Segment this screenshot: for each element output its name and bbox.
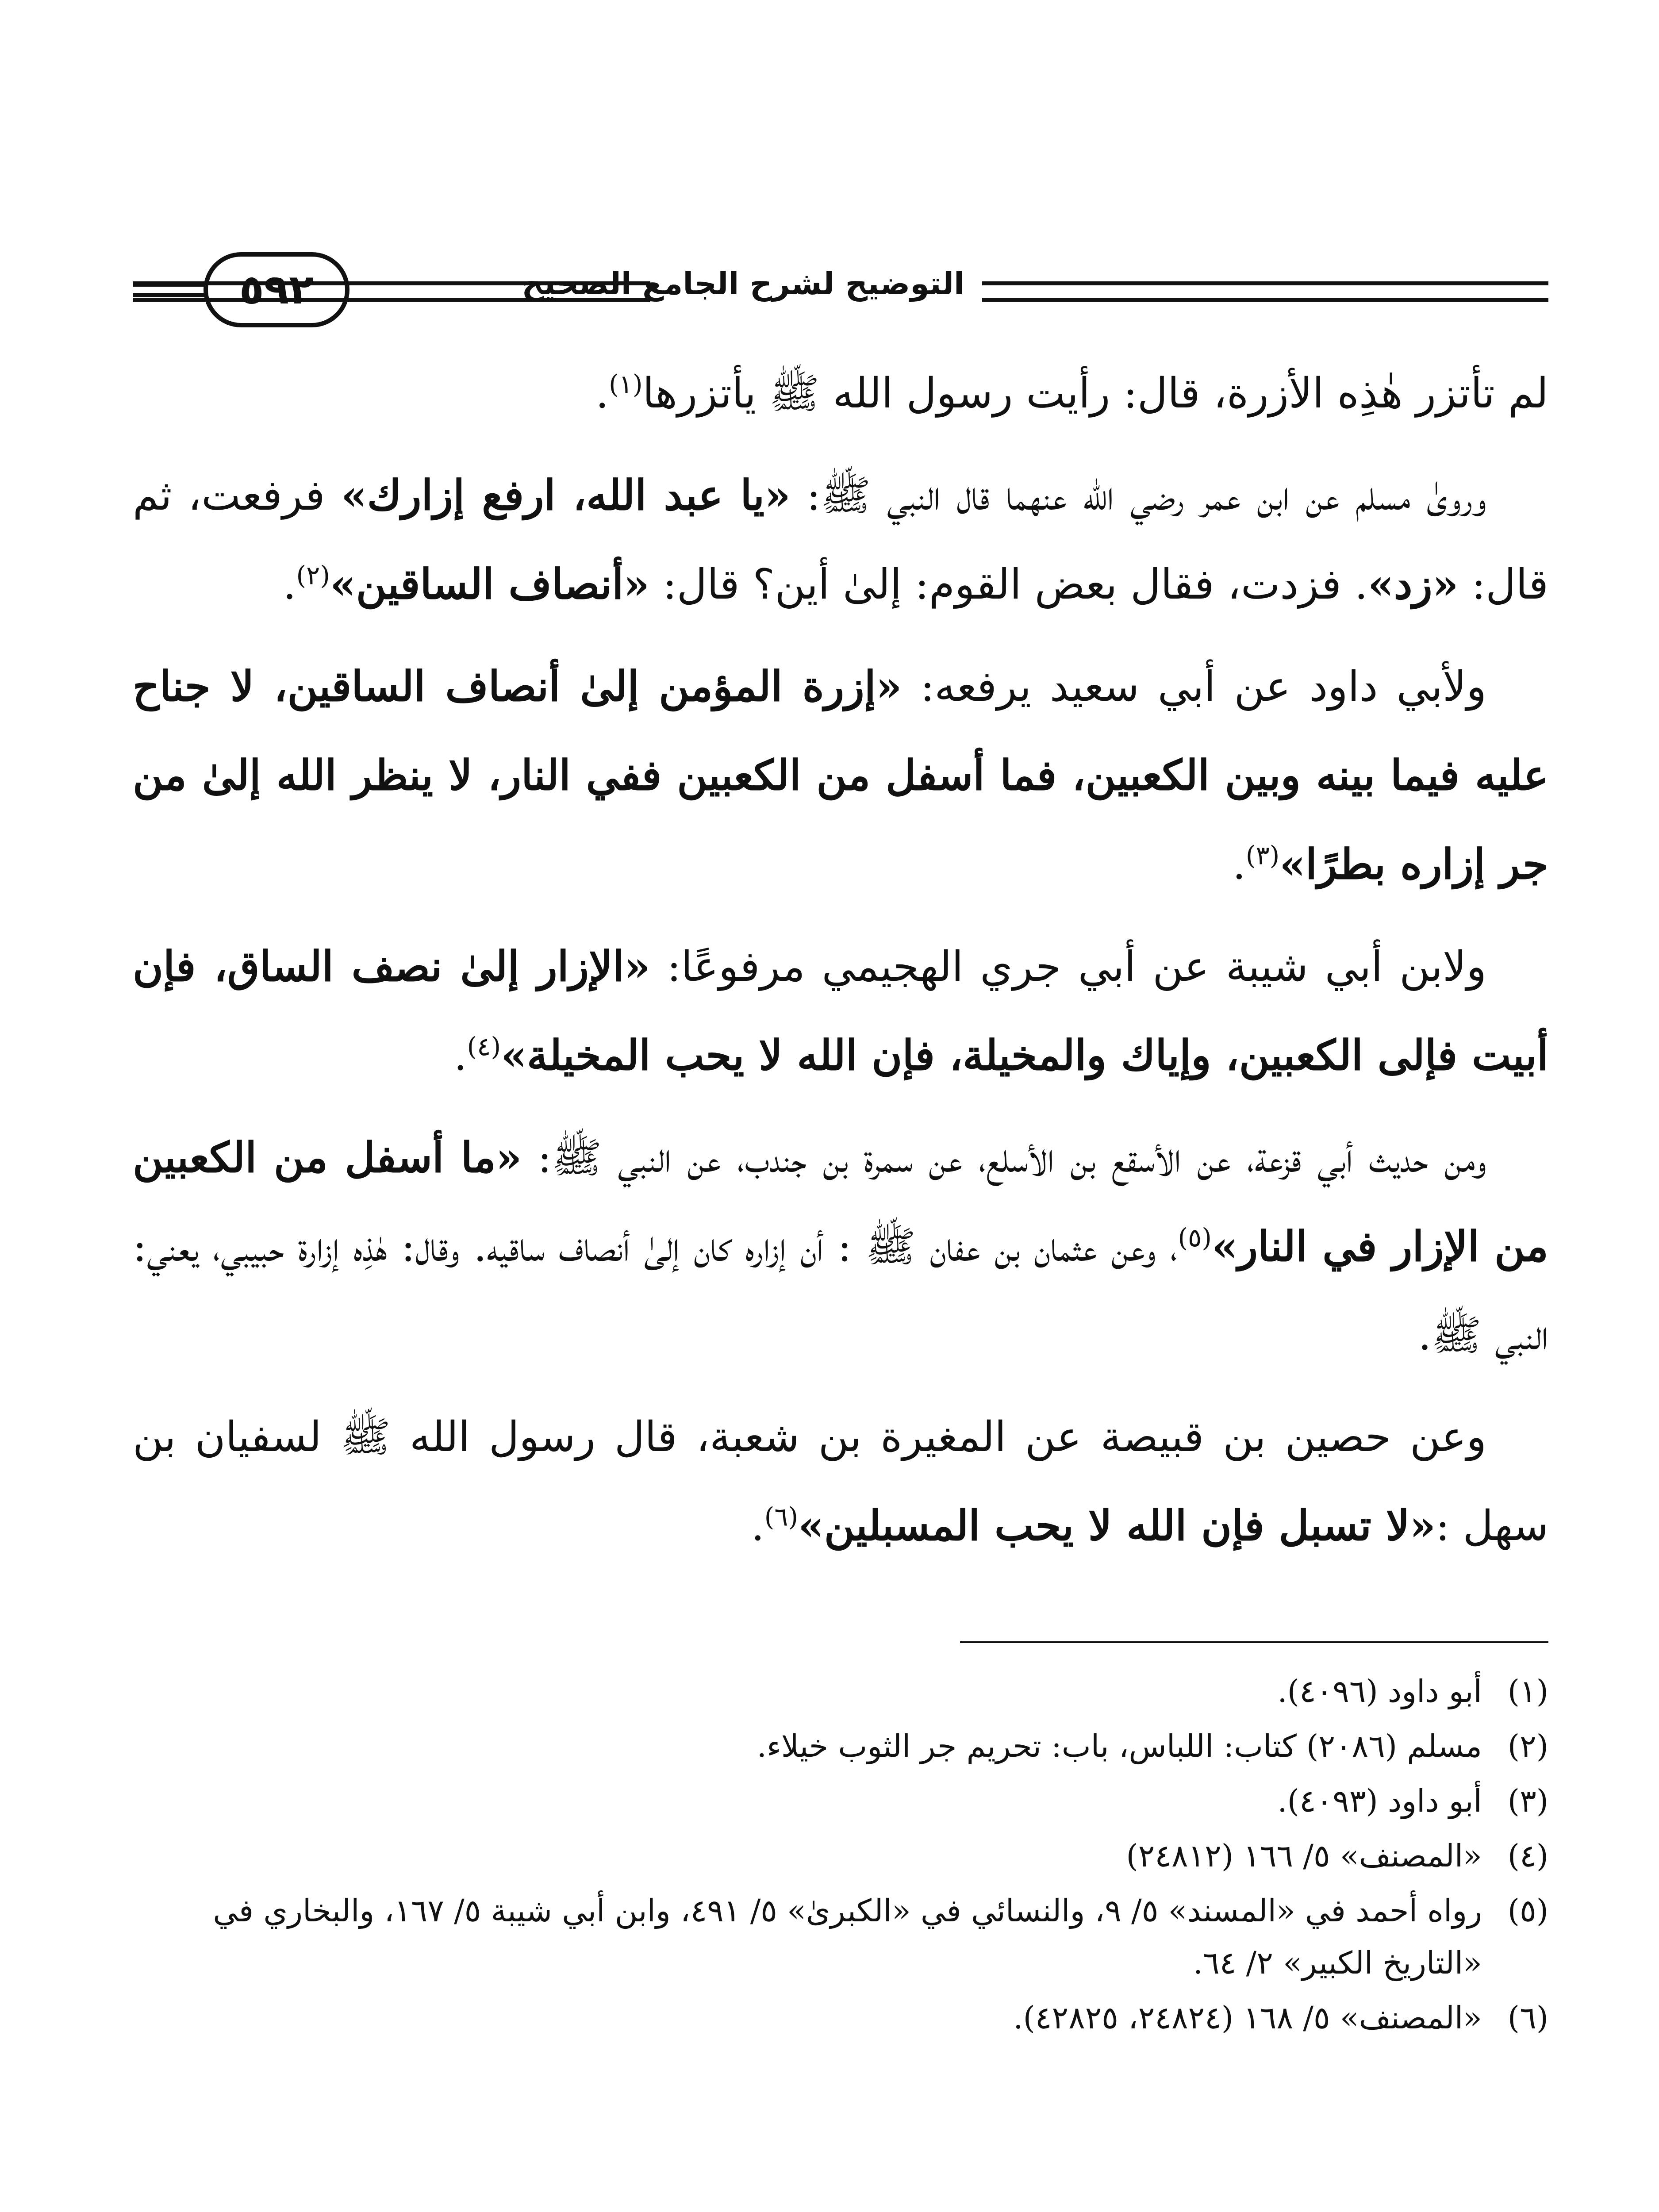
paragraph [133, 451, 1548, 629]
main-text [133, 349, 1548, 1571]
paragraph [133, 349, 1548, 438]
footnote [133, 1830, 1548, 1882]
footnote-ref: (٤) [467, 1031, 501, 1062]
footnote-text: «المصنف» ٥/ ١٦٨ (٢٤٨٢٤، ٤٢٨٢٥). [1013, 2000, 1482, 2036]
footnote-number: (٤) [1507, 1838, 1548, 1874]
hadith-quote: «إزرة المؤمن إلىٰ أنصاف الساقين، لا جناح عليه فيما بينه وبين الكعبين، فما أسفل من الكعبين ففي النار، لا ينظر الله إلىٰ من جر إزاره بطرًا» [133, 662, 1548, 889]
footnote-ref: (١) [609, 369, 643, 399]
footnote-text: رواه أحمد في «المسند» ٥/ ٩، والنسائي في «الكبرىٰ» ٥/ ٤٩١، وابن أبي شيبة ٥/ ١٦٧، والبخاري في «التاريخ الكبير» ٢/ ٦٤. [213, 1893, 1482, 1981]
footnote [133, 1665, 1548, 1717]
text-segment: ورویٰ مسلم عن ابن عمر رضي الله عنهما قال النبي ﷺ: [790, 472, 1486, 520]
hadith-quote: «أنصاف الساقين» [330, 560, 650, 609]
header-rule-right [982, 281, 1548, 302]
footnote-text: أبو داود (٤٠٩٣). [1277, 1783, 1482, 1819]
text-segment: ولأبي داود عن أبي سعيد يرفعه: [902, 663, 1487, 711]
footnote [133, 1992, 1548, 2044]
text-segment: . [751, 1502, 764, 1550]
page-number: ٥٩٢ [204, 252, 349, 327]
running-header [133, 248, 1548, 332]
hadith-quote: «ما أسفل من الكعبين من الإزار في النار» [133, 1133, 1549, 1271]
hadith-quote: «لا تسبل فإن الله لا يحب المسبلين» [798, 1502, 1436, 1550]
footnote-number: (٥) [1507, 1893, 1548, 1929]
footnote-separator [960, 1641, 1548, 1643]
footnote [133, 1885, 1548, 1989]
footnote-number: (١) [1507, 1673, 1548, 1709]
text-segment: لم تأتزر هٰذِه الأزرة، قال: رأيت رسول الله ﷺ يأتزرها [642, 369, 1548, 418]
text-segment: . فزدت، فقال بعض القوم: إلىٰ أين؟ قال: [649, 561, 1368, 609]
footnote [133, 1720, 1548, 1772]
footnote-number: (٢) [1507, 1728, 1548, 1764]
text-segment: وعن حصين بن قبيصة عن المغيرة بن شعبة، قال رسول الله ﷺ لسفيان بن سهل : [133, 1413, 1548, 1550]
paragraph [133, 922, 1548, 1100]
text-segment: . [1232, 841, 1246, 889]
text-segment: فرفعت، ثم قال: [133, 472, 1548, 609]
book-title: التوضيح لشرح الجامع الصحيح [522, 265, 964, 302]
hadith-quote: «زد» [1367, 560, 1459, 609]
text-segment: . [453, 1032, 467, 1080]
footnotes [133, 1665, 1548, 2044]
footnote-text: «المصنف» ٥/ ١٦٦ (٢٤٨١٢) [1126, 1838, 1482, 1874]
text-segment: . [283, 561, 296, 609]
footnote-ref: (٥) [1178, 1222, 1212, 1253]
page [133, 248, 1548, 2047]
footnote-text: أبو داود (٤٠٩٦). [1277, 1673, 1482, 1709]
text-segment: ولابن أبي شيبة عن أبي جري الهجيمي مرفوعًا: [650, 943, 1486, 991]
footnote [133, 1775, 1548, 1827]
hadith-quote: «يا عبد الله، ارفع إزارك» [341, 471, 791, 520]
footnote-ref: (٦) [764, 1502, 799, 1532]
footnote-number: (٣) [1507, 1783, 1548, 1819]
paragraph [133, 1393, 1548, 1571]
footnote-ref: (٢) [296, 560, 330, 591]
paragraph [133, 642, 1548, 909]
paragraph [133, 1114, 1548, 1380]
text-segment: ، وعن عثمان بن عفان ﷺ : أن إزاره كان إلىٰ أنصاف ساقيه. وقال: هٰذِه إزارة حبيبي، يعني: النبي ﷺ. [133, 1223, 1548, 1359]
footnote-text: مسلم (٢٠٨٦) كتاب: اللباس، باب: تحريم جر الثوب خيلاء. [757, 1728, 1482, 1764]
hadith-quote: «الإزار إلىٰ نصف الساق، فإن أبيت فإلى الكعبين، وإياك والمخيلة، فإن الله لا يحب المخيلة» [133, 942, 1548, 1080]
footnote-number: (٦) [1507, 2000, 1548, 2036]
text-segment: . [595, 369, 609, 418]
page-number-ornament [133, 282, 208, 297]
footnote-ref: (٣) [1245, 840, 1280, 871]
text-segment: ومن حديث أبي قزعة، عن الأسقع بن الأسلع، عن سمرة بن جندب، عن النبي ﷺ: [522, 1134, 1486, 1182]
